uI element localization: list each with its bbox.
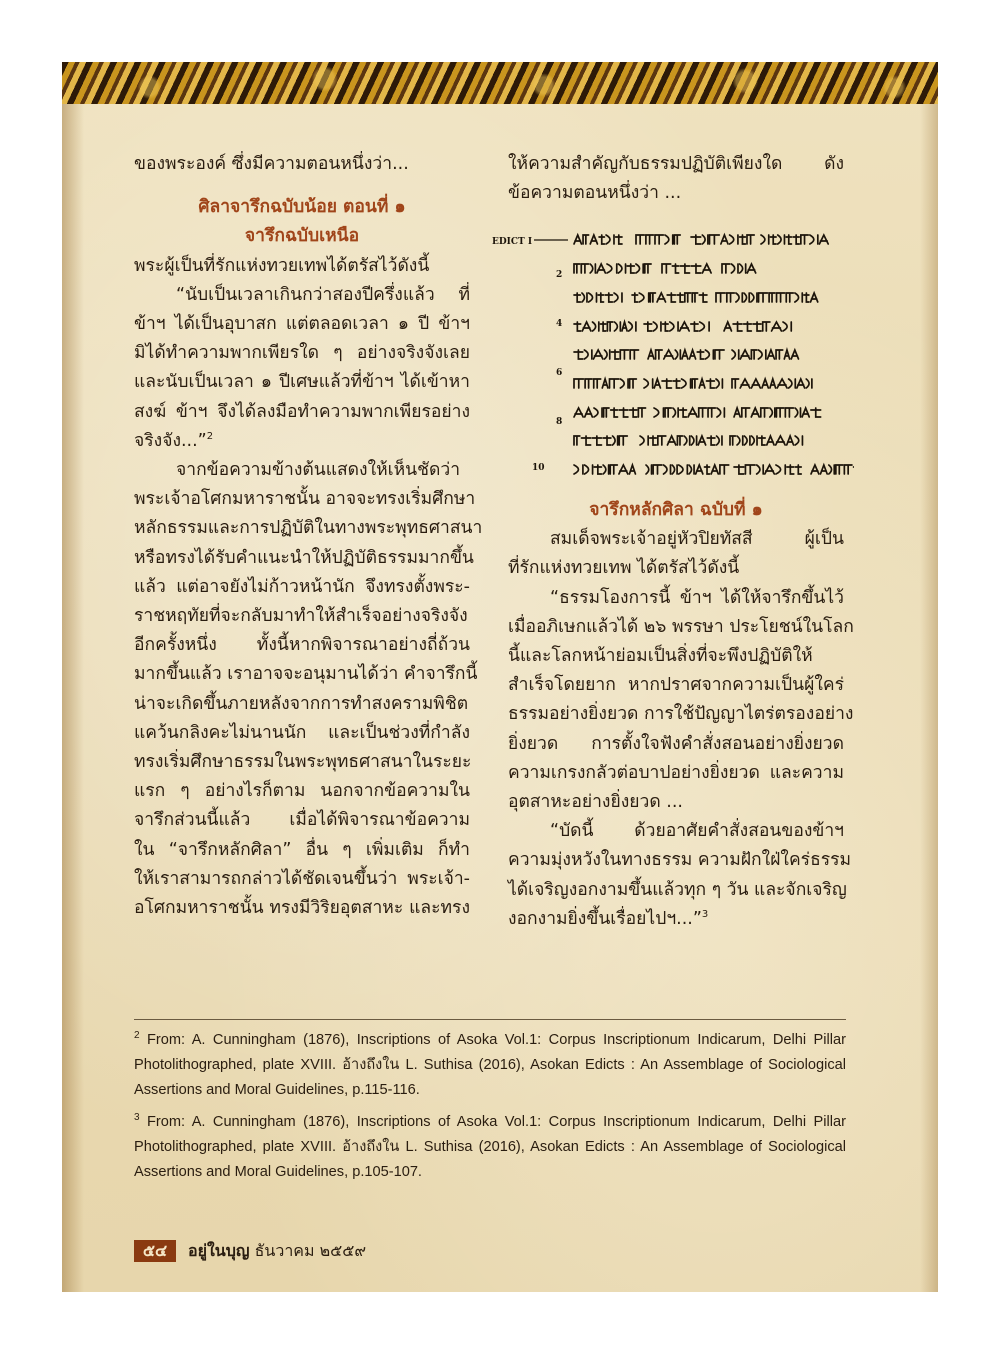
paragraph-line: ข้อความตอนหนึ่งว่า ... [508, 183, 682, 204]
script-glyph [698, 436, 705, 445]
script-glyph [769, 293, 775, 302]
script-glyph [684, 436, 690, 445]
script-glyph [574, 322, 581, 331]
script-glyph [730, 235, 738, 244]
script-glyph [638, 408, 645, 417]
script-glyph [589, 293, 597, 302]
script-glyph [811, 465, 819, 474]
script-glyph [655, 235, 663, 244]
brahmi-script-glyphs [574, 235, 854, 474]
script-glyph [607, 322, 612, 331]
paragraph-line: พระเจ้าอโศกมหาราชนั้น อาจจะทรงเริ่มศึกษา [134, 489, 476, 510]
script-glyph [705, 350, 713, 359]
script-glyph [732, 350, 739, 359]
script-glyph [691, 264, 701, 273]
script-glyph [740, 379, 750, 388]
script-glyph [646, 465, 652, 474]
script-glyph [702, 264, 711, 273]
script-glyph [734, 408, 740, 417]
script-glyph [797, 379, 805, 388]
script-glyph [699, 379, 705, 388]
script-glyph [682, 350, 688, 359]
paragraph-line: ความมุ่งหวังในทางธรรม ความฝักใฝ่ใคร่ธรรม [508, 850, 852, 871]
script-glyph [704, 465, 709, 474]
paper-edge [62, 62, 84, 1292]
script-glyph [639, 293, 648, 302]
paragraph-line: ทรงเริ่มศึกษาธรรมในพระพุทธศาสนาในระยะ [134, 752, 472, 773]
footnote-reference: 3 [701, 909, 709, 921]
script-glyph [604, 408, 609, 417]
right-column [508, 150, 844, 208]
script-glyph [697, 350, 704, 359]
inscription-line-number: 10 [532, 463, 545, 473]
script-glyph [629, 465, 635, 474]
paragraph-line [134, 427, 470, 456]
script-glyph [630, 379, 637, 388]
footnote-divider [134, 1019, 846, 1020]
script-glyph [598, 293, 603, 302]
paragraph-line: ยิ่งยวด การตั้งใจฟังคำสั่งสอนอย่างยิ่งยวด [508, 733, 844, 754]
script-glyph [670, 322, 678, 331]
script-glyph [737, 436, 743, 445]
paragraph-line: ของพระองค์ ซึ่งมีความตอนหนึ่งว่า... [134, 154, 409, 174]
script-glyph [720, 465, 729, 474]
script-glyph [777, 379, 787, 388]
script-glyph [672, 465, 677, 474]
footnote [134, 1110, 846, 1185]
script-glyph [582, 322, 591, 331]
paragraph-line: นี้และโลกหน้าย่อมเป็นสิ่งที่จะพึงปฏิบัติให้ [508, 646, 813, 667]
paragraph-line: สมเด็จพระเจ้าอยู่หัวปิยทัสสี ผู้เป็น [550, 529, 844, 550]
script-glyph [667, 436, 675, 445]
script-glyph [740, 264, 746, 273]
script-glyph [770, 379, 776, 388]
paragraph-line: แล้ว แต่อาจยังไม่ก้าวหน้านัก จึงทรงตั้งพระ- [134, 576, 470, 597]
script-glyph [677, 293, 683, 302]
script-glyph [759, 436, 766, 445]
script-glyph [607, 264, 617, 273]
paragraph-line: “บัดนี้ ด้วยอาศัยคำสั่งสอนของข้าฯ [550, 821, 844, 842]
paragraph-line: ให้ความสำคัญกับธรรมปฏิบัติเพียงใด ดัง [508, 154, 844, 174]
script-glyph [574, 436, 580, 445]
paragraph-line: ข้าฯ ได้เป็นอุบาสก แต่ตลอดเวลา ๑ ปี ข้าฯ [134, 314, 470, 335]
magazine-issue [188, 1240, 366, 1262]
script-glyph [763, 322, 770, 331]
script-glyph [627, 264, 634, 273]
script-glyph [772, 322, 782, 331]
script-glyph [751, 379, 760, 388]
inscription-line-number: 6 [556, 368, 563, 378]
inscription-label: EDICT I [492, 237, 533, 247]
script-glyph [758, 350, 765, 359]
paragraph-line: อีกครั้งหนึ่ง ทั้งนี้หากพิจารณาอย่างถี่ถ้วน [134, 635, 470, 656]
page-number: ๕๔ [134, 1240, 176, 1262]
script-glyph [742, 408, 750, 417]
script-glyph [665, 408, 671, 417]
script-glyph [717, 436, 722, 445]
script-glyph [664, 350, 674, 359]
script-glyph [702, 235, 708, 244]
inscription-line-number: 8 [556, 417, 563, 427]
script-glyph [674, 235, 680, 244]
script-glyph [636, 264, 643, 273]
script-glyph [590, 264, 595, 273]
script-glyph [757, 465, 764, 474]
script-glyph [653, 322, 661, 331]
paragraph-line: ราชหฤทัยที่จะกลับมาทำให้สำเร็จอย่างจริงจัง [134, 606, 468, 627]
paragraph-line: “ธรรมโองการนี้ ข้าฯ ได้ให้จารึกขึ้นไว้ [550, 587, 844, 608]
script-glyph [622, 322, 627, 331]
paragraph-line: หรือทรงได้รับคำแนะนำให้ปฏิบัติธรรมมากขึ้น [134, 547, 474, 568]
script-glyph [751, 408, 759, 417]
script-glyph [663, 322, 669, 331]
script-glyph [751, 293, 757, 302]
script-glyph [776, 408, 783, 417]
script-glyph [753, 322, 761, 331]
script-glyph [644, 322, 652, 331]
script-glyph [667, 293, 675, 302]
script-glyph [657, 293, 666, 302]
quote-end: จริงจัง...” [134, 430, 207, 451]
script-glyph [787, 465, 794, 474]
script-glyph [801, 235, 808, 244]
script-glyph [836, 465, 843, 474]
script-glyph [619, 408, 628, 417]
script-glyph [603, 436, 611, 445]
script-glyph [776, 465, 785, 474]
paragraph-line: จากข้อความข้างต้นแสดงให้เห็นชัดว่า [176, 460, 461, 481]
script-glyph [811, 293, 818, 302]
script-glyph [594, 408, 602, 417]
script-glyph [722, 264, 730, 273]
script-glyph [819, 235, 828, 244]
script-glyph [783, 322, 791, 331]
paragraph-line: แคว้นกลิงคะไม่นานนัก และเป็นช่วงที่กำลัง [134, 722, 470, 743]
script-glyph [581, 264, 588, 273]
paragraph-line: แรก ๆ อย่างไรก็ตาม นอกจากข้อความใน [134, 781, 470, 802]
script-glyph [732, 379, 739, 388]
script-glyph [620, 350, 628, 359]
footnote-text: From: A. Cunningham (1876), Inscriptions of Asoka Vol.1: Corpus Inscriptionum Indicarum, Delhi Pillar Photolithographed, plate XVIII. อ้างถึงใน L. Suthisa (2016), Asokan Edicts : An Assemblage of Sociological Assertions and Moral Guidelines, p.115-116. [134, 1032, 846, 1098]
script-glyph [599, 235, 604, 244]
paragraph-line: เมื่ออภิเษกแล้วได้ ๒๖ พรรษา ประโยชน์ในโลก [508, 616, 854, 637]
script-glyph [585, 408, 593, 417]
paragraph-line: ความเกรงกลัวต่อบาปอย่างยิ่งยวด และความ [508, 762, 844, 783]
footnote-mark: 3 [134, 1112, 140, 1124]
section-subheading: จารึกฉบับเหนือ [244, 226, 360, 247]
script-glyph [696, 465, 703, 474]
script-glyph [672, 264, 678, 273]
script-glyph [747, 264, 755, 273]
script-glyph [605, 293, 612, 302]
script-glyph [715, 350, 724, 359]
script-glyph [611, 350, 618, 359]
paragraph-line: หลักธรรมและการปฏิบัติในทางพระพุทธศาสนา [134, 518, 483, 539]
script-glyph [677, 436, 682, 445]
script-glyph [744, 293, 749, 302]
script-glyph [789, 379, 796, 388]
script-glyph [614, 293, 622, 302]
right-column-lower [508, 496, 854, 934]
script-glyph [689, 465, 694, 474]
script-glyph [761, 235, 769, 244]
script-glyph [574, 465, 583, 474]
script-glyph [691, 235, 701, 244]
paragraph-line: ให้เราสามารถกล่าวได้ชัดเจนขึ้นว่า พระเจ้า- [134, 868, 470, 889]
script-glyph [795, 408, 800, 417]
script-glyph [717, 408, 724, 417]
script-glyph [662, 264, 671, 273]
section-heading: จารึกหลักศิลา ฉบับที่ ๑ [589, 500, 763, 520]
quote-end: งอกงามยิ่งขึ้นเรื่อยไปฯ...” [508, 908, 702, 929]
script-glyph [665, 235, 673, 244]
edict-inscription-image [490, 228, 854, 478]
script-glyph [610, 379, 619, 388]
left-column [134, 150, 483, 923]
script-glyph [583, 235, 589, 244]
decorative-banner-ornament [62, 62, 938, 104]
script-glyph [614, 322, 620, 331]
script-glyph [606, 235, 614, 244]
footnote [134, 1028, 846, 1103]
script-glyph [752, 436, 758, 445]
script-glyph [673, 379, 680, 388]
script-glyph [656, 350, 663, 359]
script-glyph [692, 379, 697, 388]
inscription-line-number: 2 [556, 270, 563, 280]
script-glyph [744, 322, 752, 331]
script-glyph [744, 436, 750, 445]
script-glyph [613, 436, 618, 445]
script-glyph [761, 408, 768, 417]
script-glyph [653, 465, 662, 474]
script-glyph [795, 436, 802, 445]
script-glyph [618, 264, 625, 273]
script-glyph [636, 235, 644, 244]
script-glyph [585, 465, 593, 474]
script-glyph [802, 408, 809, 417]
script-glyph [616, 235, 622, 244]
script-glyph [777, 293, 785, 302]
script-glyph [691, 436, 696, 445]
page [62, 62, 938, 1292]
script-glyph [619, 436, 627, 445]
script-glyph [747, 235, 754, 244]
paragraph-line: พระผู้เป็นที่รักแห่งทวยเทพได้ตรัสไว้ดังนี้ [134, 255, 430, 276]
script-glyph [594, 379, 601, 388]
script-glyph [585, 379, 592, 388]
script-glyph [654, 379, 660, 388]
script-glyph [700, 322, 709, 331]
script-glyph [706, 379, 714, 388]
script-glyph [689, 350, 695, 359]
script-glyph [776, 436, 785, 445]
script-glyph [648, 350, 654, 359]
script-glyph [685, 293, 691, 302]
script-glyph [721, 235, 728, 244]
script-glyph [767, 436, 774, 445]
script-glyph [829, 465, 834, 474]
paragraph-line: สำเร็จโดยยาก หากปราศจากความเป็นผู้ใคร่ [508, 675, 844, 696]
paragraph-line: ใน “จารึกหลักศิลา” อื่น ๆ เพิ่มเติม ก็ทำ [134, 839, 470, 860]
script-glyph [778, 235, 785, 244]
script-glyph [745, 465, 755, 474]
paragraph-line: จารึกส่วนนี้แล้ว เมื่อได้พิจารณาข้อความ [134, 810, 470, 831]
script-glyph [600, 322, 605, 331]
footnote-text: From: A. Cunningham (1876), Inscriptions of Asoka Vol.1: Corpus Inscriptionum Indicarum, Delhi Pillar Photolithographed, plate XVIII. อ้างถึงใน L. Suthisa (2016), Asokan Edicts : An Assemblage of Sociological Assertions and Moral Guidelines, p.105-107. [134, 1114, 846, 1180]
script-glyph [759, 293, 768, 302]
inscription-line-number: 4 [556, 319, 563, 329]
script-glyph [581, 436, 590, 445]
script-glyph [784, 350, 789, 359]
script-glyph [734, 465, 744, 474]
script-glyph [716, 379, 722, 388]
script-glyph [731, 264, 738, 273]
script-glyph [611, 408, 618, 417]
script-glyph [795, 293, 802, 302]
script-glyph [673, 408, 678, 417]
script-glyph [610, 465, 617, 474]
script-glyph [810, 235, 818, 244]
script-glyph [709, 235, 719, 244]
script-glyph [727, 293, 734, 302]
script-glyph [791, 350, 798, 359]
script-glyph [770, 235, 776, 244]
script-glyph [682, 379, 691, 388]
script-glyph [679, 465, 688, 474]
script-glyph [770, 408, 775, 417]
script-glyph [574, 408, 583, 417]
paragraph-line: มากขึ้นแล้ว เราอาจจะอนุมานได้ว่า คำจารึกนี้ [134, 664, 478, 685]
script-glyph [646, 235, 653, 244]
script-glyph [675, 350, 680, 359]
script-glyph [804, 293, 809, 302]
script-glyph [707, 436, 715, 445]
paper-edge [920, 62, 938, 1292]
paragraph-line: น่าจะเกิดขึ้นภายหลังจากการทำสงครามพิชิต [134, 693, 469, 714]
script-glyph [603, 465, 609, 474]
script-glyph [619, 465, 628, 474]
script-glyph [692, 293, 697, 302]
script-glyph [730, 436, 735, 445]
script-glyph [733, 322, 742, 331]
script-glyph [582, 293, 587, 302]
script-glyph [688, 408, 697, 417]
paragraph-line: อโศกมหาราชนั้น ทรงมีวิริยอุตสาหะ และทรง [134, 898, 470, 919]
script-glyph [645, 264, 651, 273]
script-glyph [767, 350, 774, 359]
paragraph-line: “นับเป็นเวลาเกินกว่าสองปีครึ่งแล้ว ที่ [176, 284, 470, 305]
script-glyph [776, 350, 783, 359]
script-glyph [584, 350, 592, 359]
script-glyph [820, 465, 827, 474]
script-glyph [680, 264, 689, 273]
script-glyph [691, 322, 698, 331]
script-glyph [699, 293, 707, 302]
script-glyph [574, 235, 581, 244]
script-glyph [574, 350, 583, 359]
script-glyph [650, 436, 656, 445]
script-glyph [844, 465, 852, 474]
script-glyph [644, 379, 653, 388]
section-heading: ศิลาจารึกฉบับน้อย ตอนที่ ๑ [198, 197, 406, 218]
script-glyph [751, 350, 756, 359]
script-glyph [597, 264, 605, 273]
script-glyph [594, 465, 601, 474]
script-glyph [724, 322, 731, 331]
script-glyph [620, 379, 628, 388]
script-glyph [793, 235, 799, 244]
paragraph-line: มิได้ทำความพากเพียรใด ๆ อย่างจริงจังเลย [134, 343, 470, 364]
script-glyph [574, 379, 584, 388]
script-glyph [740, 350, 749, 359]
script-glyph [785, 408, 793, 417]
paragraph-line: ที่รักแห่งทวยเทพ ได้ตรัสไว้ดังนี้ [508, 558, 740, 579]
issue-date: ธันวาคม ๒๕๕๙ [254, 1241, 367, 1260]
script-glyph [574, 293, 580, 302]
script-glyph [786, 293, 793, 302]
script-glyph [680, 322, 690, 331]
script-glyph [654, 408, 663, 417]
script-glyph [604, 350, 609, 359]
script-glyph [787, 436, 794, 445]
paragraph-line: ได้เจริญงอกงามขึ้นแล้วทุก ๆ วัน และจักเจริญ [508, 879, 847, 900]
script-glyph [630, 350, 638, 359]
script-glyph [680, 408, 687, 417]
script-glyph [786, 235, 791, 244]
script-glyph [650, 293, 655, 302]
script-glyph [711, 465, 718, 474]
script-glyph [602, 379, 608, 388]
script-glyph [806, 379, 812, 388]
script-glyph [811, 408, 821, 417]
footnote-reference: 2 [206, 431, 214, 442]
script-glyph [762, 379, 768, 388]
script-glyph [699, 408, 707, 417]
paragraph-line: ธรรมอย่างยิ่งยวด การใช้ปัญญาไตร่ตรองอย่าง [508, 704, 854, 725]
script-glyph [640, 436, 648, 445]
script-glyph [708, 408, 715, 417]
magazine-name: อยู่ในบุญ [188, 1241, 250, 1260]
script-glyph [590, 235, 597, 244]
paragraph-line: สงฆ์ ข้าฯ จึงได้ลงมือทำความพากเพียรอย่าง [134, 401, 470, 422]
script-glyph [593, 350, 602, 359]
script-glyph [630, 408, 637, 417]
script-glyph [574, 264, 580, 273]
paragraph-line [508, 905, 844, 934]
script-glyph [795, 465, 801, 474]
script-glyph [662, 379, 671, 388]
script-glyph [658, 436, 666, 445]
script-glyph [664, 465, 671, 474]
script-glyph [740, 235, 746, 244]
script-glyph [629, 322, 636, 331]
paragraph-line: อุตสาหะอย่างยิ่งยวด ... [508, 792, 683, 813]
script-glyph [592, 436, 601, 445]
script-glyph [632, 293, 638, 302]
footnote-mark: 2 [134, 1030, 140, 1042]
paragraph-line: และนับเป็นเวลา ๑ ปีเศษแล้วที่ข้าฯ ได้เข้าหา [134, 372, 470, 393]
script-glyph [736, 293, 742, 302]
script-glyph [716, 293, 725, 302]
script-glyph [765, 465, 775, 474]
script-glyph [592, 322, 598, 331]
